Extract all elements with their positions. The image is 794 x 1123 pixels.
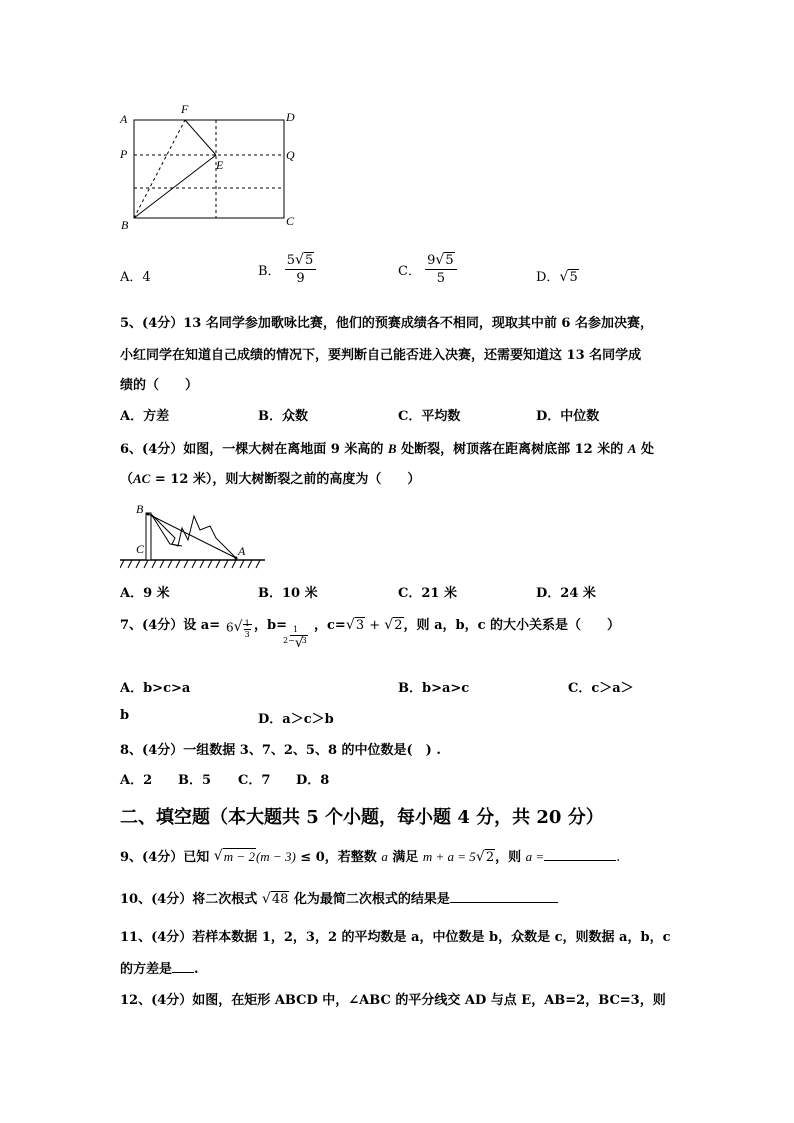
q6-option-d: D．24 米 [536, 586, 596, 601]
q7-option-b: B．b>a>c [398, 681, 470, 696]
tree-label-B: B [136, 502, 144, 516]
q7-option-c: C．c＞a＞ [568, 681, 634, 696]
q5-line3: 绩的（ ） [120, 378, 199, 393]
q7-option-d: D．a＞c＞b [258, 712, 334, 727]
rectangle-diagram [110, 100, 310, 235]
q7-option-c-cont: b [120, 708, 130, 723]
label-Q: Q [286, 148, 295, 162]
q9-answer-blank[interactable] [544, 860, 616, 861]
q5-line1: 5、(4分）13 名同学参加歌咏比赛，他们的预赛成绩各不相同，现取其中前 6 名参加决赛， [120, 316, 653, 331]
q4-option-a: A．4 [120, 270, 151, 285]
q5-option-a: A．方差 [120, 409, 170, 424]
tree-label-C: C [136, 542, 145, 556]
q4-option-b: B． $\frac{5√ 5}{9}$ [258, 254, 316, 285]
q5-line2: 小红同学在知道自己成绩的情况下，要判断自己能否进入决赛，还需要知道这 13 名同学成 [120, 348, 642, 363]
label-E: E [216, 158, 224, 172]
q5-option-b: B．众数 [258, 409, 308, 424]
q7-a-expr: 6 √ $\frac{1}{3}$ [226, 620, 252, 639]
figure-rectangle [110, 100, 310, 235]
label-C: C [286, 214, 295, 228]
q4-option-c: C． $\frac{9√ 5}{5}$ [398, 254, 457, 285]
section-2-title: 二、填空题（本大题共 5 个小题，每小题 4 分，共 20 分） [120, 807, 604, 828]
q6-option-a: A．9 米 [120, 586, 170, 601]
figure-tree [120, 500, 270, 572]
label-P: P [120, 147, 128, 161]
label-D: D [286, 110, 295, 124]
q8-text: 8、(4分）一组数据 3、7、2、5、8 的中位数是( ) . [120, 743, 441, 758]
q5-option-d: D．中位数 [536, 409, 600, 424]
q10-answer-blank[interactable] [450, 902, 558, 903]
q10-text: 10、(4分）将二次根式 √ 48 化为最简二次根式的结果是 [120, 888, 558, 907]
q11-line1: 11、(4分）若样本数据 1，2，3，2 的平均数是 a，中位数是 b，众数是 c，则数据 a，b，c [120, 930, 671, 945]
label-A: A [120, 112, 128, 126]
q6-option-b: B．10 米 [258, 586, 318, 601]
q7-prefix: 7、(4分）设 a= [120, 618, 221, 633]
q6-line1: 6、(4分）如图，一棵大树在离地面 9 米高的 B 处断裂，树顶落在距离树底部 12 米的 A 处 [120, 441, 654, 457]
q7-c-expr: ，c=√ 3 + √ 2，则 a，b，c 的大小关系是（ ） [314, 614, 620, 633]
q6-line2: （AC = 12 米），则大树断裂之前的高度为（ ） [120, 471, 421, 487]
q12-line1: 12、(4分）如图，在矩形 ABCD 中，∠ABC 的平分线交 AD 与点 E，AB=2，BC=3，则 [120, 993, 666, 1008]
label-F: F [181, 102, 189, 116]
q7-b-expr: $\frac{1}{2-√ 3}$ [283, 626, 308, 645]
q11-answer-blank[interactable] [172, 972, 194, 973]
q8-option-c: C．7 [238, 773, 271, 788]
q7-option-a: A．b>c>a [120, 681, 191, 696]
q8-option-b: B．5 [178, 773, 212, 788]
label-B: B [121, 218, 129, 232]
q8-option-d: D．8 [296, 773, 330, 788]
q8-option-a: A．2 [120, 773, 153, 788]
tree-label-A: A [238, 544, 246, 558]
q4-option-d: D．√ 5 [536, 266, 579, 285]
q7-b-label: ，b= [254, 618, 287, 633]
q5-option-c: C．平均数 [398, 409, 461, 424]
q9-text: 9、(4分）已知 √ m − 2(m − 3) ≤ 0，若整数 a 满足 m + a = 5√ 2，则 a = . [120, 846, 620, 865]
q11-line2: 的方差是 . [120, 962, 199, 977]
q6-option-c: C．21 米 [398, 586, 457, 601]
